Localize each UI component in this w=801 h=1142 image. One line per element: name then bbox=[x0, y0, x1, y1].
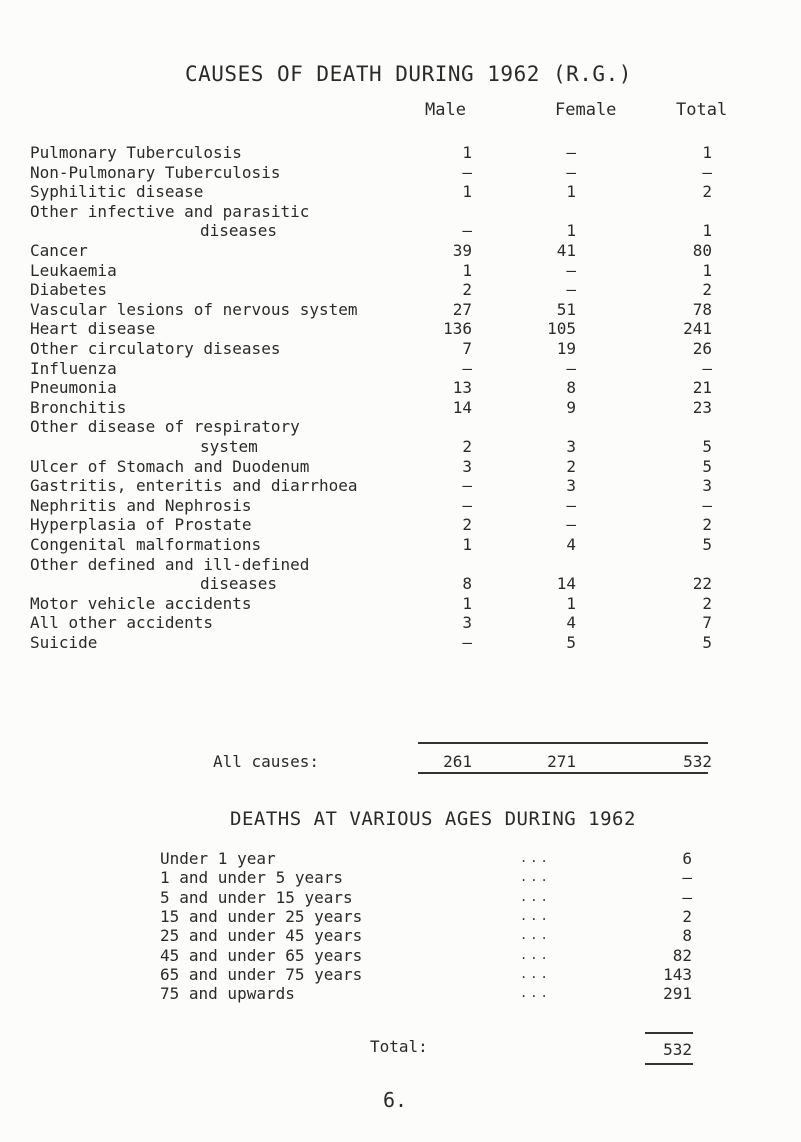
cause-label: Hyperplasia of Prostate bbox=[30, 515, 252, 535]
age-group-label: 65 and under 75 years bbox=[160, 964, 363, 984]
cause-total-value: 26 bbox=[692, 339, 712, 358]
cause-female-value: 4 bbox=[566, 535, 576, 554]
cause-label: Bronchitis bbox=[30, 397, 127, 417]
cause-total-value: 2 bbox=[702, 280, 712, 300]
all-causes-female: 271 bbox=[547, 752, 576, 771]
cause-label: system bbox=[200, 437, 258, 456]
leader-dots: ... bbox=[520, 851, 551, 865]
cause-female-value: 19 bbox=[556, 339, 576, 358]
cause-female-value: 1 bbox=[566, 182, 576, 202]
leader-dots: ... bbox=[520, 870, 551, 885]
cause-total-value: – bbox=[702, 358, 712, 378]
cause-male-value: 3 bbox=[462, 456, 472, 476]
cause-male-value: 1 bbox=[462, 143, 472, 162]
cause-female-value: 41 bbox=[556, 241, 576, 260]
all-causes-male: 261 bbox=[443, 752, 472, 771]
cause-male-value: 1 bbox=[462, 182, 472, 202]
leader-dots: ... bbox=[520, 947, 551, 962]
column-header-female: Female bbox=[555, 100, 617, 120]
cause-female-value: 2 bbox=[566, 456, 576, 476]
cause-male-value: – bbox=[462, 162, 472, 182]
cause-label: Syphilitic disease bbox=[30, 182, 204, 202]
leader-dots: ... bbox=[520, 986, 551, 1001]
cause-label: Other disease of respiratory bbox=[30, 417, 300, 437]
age-group-label: 15 and under 25 years bbox=[160, 906, 363, 926]
cause-female-value: 5 bbox=[566, 633, 576, 652]
cause-total-value: 80 bbox=[692, 241, 712, 260]
cause-label: Vascular lesions of nervous system bbox=[30, 299, 358, 319]
cause-total-value: 2 bbox=[702, 515, 712, 535]
cause-female-value: 3 bbox=[566, 437, 576, 456]
total-rule-top bbox=[418, 742, 708, 744]
cause-female-value: 1 bbox=[566, 221, 576, 241]
cause-male-value: 136 bbox=[443, 319, 472, 339]
cause-total-value: 1 bbox=[702, 260, 712, 280]
leader-dots: ... bbox=[520, 908, 551, 923]
ages-total-rule-top bbox=[645, 1032, 693, 1034]
cause-male-value: 2 bbox=[462, 515, 472, 535]
cause-female-value: – bbox=[566, 143, 576, 162]
all-causes-total: 532 bbox=[683, 752, 712, 771]
cause-label: diseases bbox=[200, 221, 278, 241]
age-group-label: 5 and under 15 years bbox=[160, 887, 353, 907]
cause-total-value: 5 bbox=[702, 456, 712, 476]
cause-total-value: 21 bbox=[692, 378, 712, 398]
cause-total-value: 1 bbox=[702, 221, 712, 241]
cause-male-value: 2 bbox=[462, 280, 472, 300]
cause-total-value: 1 bbox=[702, 143, 712, 162]
age-group-label: 25 and under 45 years bbox=[160, 926, 363, 946]
cause-male-value: 8 bbox=[462, 574, 472, 594]
column-header-male: Male bbox=[425, 100, 466, 120]
ages-total-value: 532 bbox=[663, 1040, 692, 1059]
age-group-value: – bbox=[682, 868, 692, 888]
age-group-label: Under 1 year bbox=[160, 849, 276, 868]
cause-total-value: 2 bbox=[702, 593, 712, 613]
cause-male-value: 1 bbox=[462, 260, 472, 280]
cause-male-value: – bbox=[462, 633, 472, 652]
cause-female-value: 1 bbox=[566, 593, 576, 613]
leader-dots: ... bbox=[520, 889, 551, 904]
cause-male-value: – bbox=[462, 495, 472, 515]
cause-total-value: 5 bbox=[702, 437, 712, 456]
cause-female-value: – bbox=[566, 515, 576, 535]
cause-total-value: 7 bbox=[702, 613, 712, 633]
cause-male-value: – bbox=[462, 221, 472, 241]
column-header-total: Total bbox=[676, 100, 728, 120]
cause-male-value: 27 bbox=[452, 299, 472, 319]
cause-female-value: 4 bbox=[566, 613, 576, 633]
cause-label: Motor vehicle accidents bbox=[30, 593, 252, 613]
leader-dots: ... bbox=[520, 966, 551, 981]
cause-label: Ulcer of Stomach and Duodenum bbox=[30, 456, 310, 476]
age-group-value: 2 bbox=[682, 906, 692, 926]
cause-total-value: – bbox=[702, 162, 712, 182]
cause-female-value: 9 bbox=[566, 397, 576, 417]
cause-female-value: – bbox=[566, 358, 576, 378]
cause-female-value: 3 bbox=[566, 476, 576, 496]
all-causes-label: All causes: bbox=[213, 752, 319, 771]
age-group-value: 82 bbox=[672, 945, 692, 965]
cause-female-value: 14 bbox=[556, 574, 576, 594]
cause-total-value: 5 bbox=[702, 633, 712, 652]
cause-male-value: 39 bbox=[452, 241, 472, 260]
cause-label: Cancer bbox=[30, 241, 88, 260]
cause-male-value: 13 bbox=[452, 378, 472, 398]
cause-label: Pulmonary Tuberculosis bbox=[30, 143, 242, 162]
cause-label: Influenza bbox=[30, 358, 117, 378]
cause-label: Non-Pulmonary Tuberculosis bbox=[30, 162, 281, 182]
cause-total-value: 78 bbox=[692, 299, 712, 319]
cause-total-value: 241 bbox=[683, 319, 712, 339]
cause-label: Leukaemia bbox=[30, 260, 117, 280]
ages-total-rule-bottom bbox=[645, 1063, 693, 1065]
cause-total-value: – bbox=[702, 495, 712, 515]
age-group-value: 291 bbox=[663, 984, 692, 1004]
ages-total-label: Total: bbox=[370, 1037, 428, 1056]
age-group-value: 143 bbox=[663, 964, 692, 984]
cause-female-value: 8 bbox=[566, 378, 576, 398]
cause-female-value: – bbox=[566, 260, 576, 280]
cause-label: Other circulatory diseases bbox=[30, 339, 281, 358]
leader-dots: ... bbox=[520, 928, 551, 943]
age-group-value: 8 bbox=[682, 926, 692, 946]
cause-label: diseases bbox=[200, 574, 278, 594]
cause-label: Pneumonia bbox=[30, 378, 117, 398]
cause-female-value: – bbox=[566, 495, 576, 515]
cause-total-value: 22 bbox=[692, 574, 712, 594]
page-title: CAUSES OF DEATH DURING 1962 (R.G.) bbox=[185, 62, 632, 86]
page-number: 6. bbox=[383, 1088, 408, 1112]
cause-total-value: 23 bbox=[692, 397, 712, 417]
cause-total-value: 3 bbox=[702, 476, 712, 496]
cause-label: Suicide bbox=[30, 633, 98, 652]
cause-label: Congenital malformations bbox=[30, 535, 262, 554]
cause-male-value: 3 bbox=[462, 613, 472, 633]
cause-female-value: 105 bbox=[547, 319, 576, 339]
cause-male-value: 1 bbox=[462, 535, 472, 554]
ages-section-title: DEATHS AT VARIOUS AGES DURING 1962 bbox=[230, 808, 636, 830]
cause-label: Heart disease bbox=[30, 319, 156, 339]
cause-male-value: – bbox=[462, 358, 472, 378]
cause-label: All other accidents bbox=[30, 613, 214, 633]
cause-label: Other infective and parasitic bbox=[30, 201, 310, 221]
cause-male-value: 1 bbox=[462, 593, 472, 613]
cause-male-value: 14 bbox=[452, 397, 472, 417]
cause-male-value: 2 bbox=[462, 437, 472, 456]
age-group-value: – bbox=[682, 887, 692, 907]
cause-male-value: 7 bbox=[462, 339, 472, 358]
age-group-label: 75 and upwards bbox=[160, 984, 295, 1004]
cause-female-value: – bbox=[566, 162, 576, 182]
cause-label: Gastritis, enteritis and diarrhoea bbox=[30, 476, 358, 496]
total-rule-bottom bbox=[418, 772, 708, 774]
cause-label: Nephritis and Nephrosis bbox=[30, 495, 252, 515]
cause-female-value: 51 bbox=[556, 299, 576, 319]
age-group-label: 45 and under 65 years bbox=[160, 945, 363, 965]
cause-female-value: – bbox=[566, 280, 576, 300]
age-group-value: 6 bbox=[682, 849, 692, 868]
cause-label: Other defined and ill-defined bbox=[30, 554, 310, 574]
cause-male-value: – bbox=[462, 476, 472, 496]
cause-total-value: 5 bbox=[702, 535, 712, 554]
cause-total-value: 2 bbox=[702, 182, 712, 202]
cause-label: Diabetes bbox=[30, 280, 108, 300]
age-group-label: 1 and under 5 years bbox=[160, 868, 344, 888]
